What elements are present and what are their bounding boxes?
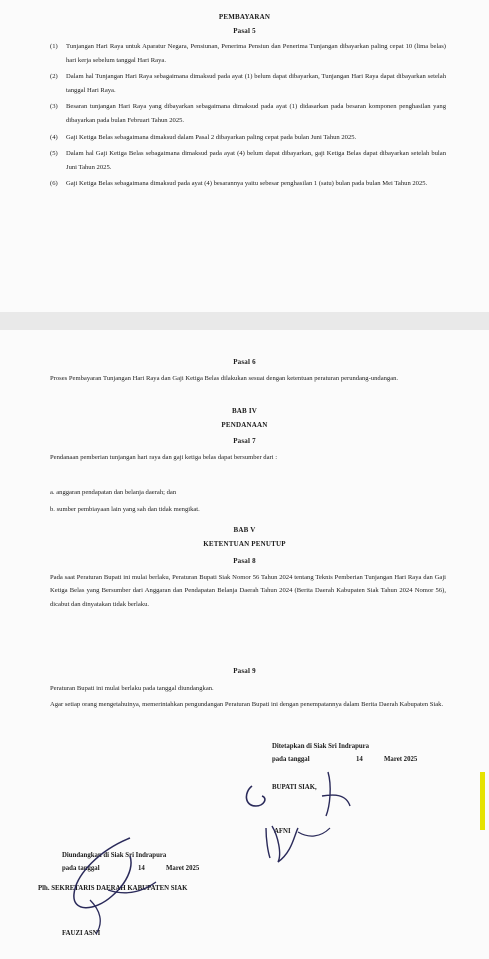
bupati-signature [238, 766, 358, 866]
ayat-text: Tunjangan Hari Raya untuk Aparatur Negara, Pensiunan, Penerima Pensiun dan Penerima Tunjangan dibayarkan paling cepat 10 (lima belas) hari kerja sebelum tanggal Hari Raya. [66, 43, 446, 64]
section-heading-pembayaran: PEMBAYARAN [218, 13, 271, 21]
pasal-9-text-1: Peraturan Bupati ini mulai berlaku pada tanggal diundangkan. [50, 685, 214, 692]
pasal-7-title: Pasal 7 [233, 437, 256, 445]
ayat-number: (3) [50, 103, 58, 111]
ayat-number: (1) [50, 43, 58, 50]
ayat-text: Gaji Ketiga Belas sebagaimana dimaksud pada ayat (4) besarannya yaitu sebesar penghasilan 1 (satu) bulan pada bulan Mei Tahun 2025. [66, 180, 428, 188]
highlight-stamp [480, 772, 485, 830]
pasal-5-ayat [50, 40, 446, 67]
ayat-number: (2) [50, 73, 58, 81]
pasal-7-intro: Pendanaan pemberian tunjangan hari raya dan gaji ketiga belas dapat bersumber dari : [50, 454, 278, 461]
pasal-5-ayat [50, 147, 446, 174]
ayat-number: (6) [50, 180, 58, 188]
ditetapkan-date [272, 754, 436, 766]
ayat-number: (4) [50, 133, 58, 141]
diundangkan-date-label: pada tanggal [62, 865, 100, 872]
document-page-1 [0, 0, 489, 312]
sekda-signature [60, 830, 170, 940]
document-page-2 [0, 330, 489, 959]
pasal-5-title: Pasal 5 [233, 27, 256, 35]
diundangkan-day: 14 [138, 865, 145, 872]
ayat-text: Dalam hal Tunjangan Hari Raya sebagaimana dimaksud pada ayat (1) belum dapat dibayarkan, Tunjangan Hari Raya dapat dibayarkan setelah tanggal Hari Raya. [66, 73, 446, 94]
ditetapkan-date-label: pada tanggal [272, 756, 310, 763]
pasal-9-title: Pasal 9 [233, 667, 256, 675]
pasal-8-title: Pasal 8 [233, 557, 256, 565]
ayat-text: Besaran tunjangan Hari Raya yang dibayarkan sebagaimana dimaksud pada ayat (1) didasarkan pada besaran komponen penghasilan yang dibayarkan pada bulan Februari Tahun 2025. [66, 103, 446, 124]
bab-4-subtitle: PENDANAAN [221, 421, 268, 429]
diundangkan-office: Plh. SEKRETARIS DAERAH KABUPATEN SIAK [38, 885, 188, 892]
ditetapkan-name: AFNI [274, 828, 291, 835]
ayat-number: (5) [50, 150, 58, 158]
ditetapkan-office: BUPATI SIAK, [272, 784, 317, 791]
pasal-6-text: Proses Pembayaran Tunjangan Hari Raya dan Gaji Ketiga Belas dilakukan sesuai dengan ketentuan peraturan perundang-undangan. [50, 375, 399, 382]
pasal-5-ayat [50, 177, 446, 191]
pasal-5-ayat [50, 70, 446, 97]
pasal-9-text-2: Agar setiap orang mengetahuinya, memerintahkan pengundangan Peraturan Bupati ini dengan penempatannya dalam Berita Daerah Kabupaten Siak. [50, 701, 444, 708]
pasal-7-item-b: b. sumber pembiayaan lain yang sah dan tidak mengikat. [50, 506, 200, 513]
page-gap [0, 312, 489, 330]
bab-5-subtitle: KETENTUAN PENUTUP [203, 540, 286, 548]
pasal-6-title: Pasal 6 [233, 358, 256, 366]
ditetapkan-month-year: Maret 2025 [384, 756, 418, 763]
ayat-text: Dalam hal Gaji Ketiga Belas sebagaimana dimaksud pada ayat (4) belum dapat dibayarkan, gaji Ketiga Belas dapat dibayarkan setelah bulan Juni Tahun 2025. [66, 150, 446, 171]
pasal-5-list [50, 40, 446, 194]
bab-5-title: BAB V [233, 526, 256, 534]
ditetapkan-day: 14 [356, 756, 363, 763]
pasal-7-item-a: a. anggaran pendapatan dan belanja daerah; dan [50, 489, 177, 496]
ayat-text: Gaji Ketiga Belas sebagaimana dimaksud dalam Pasal 2 dibayarkan paling cepat pada bulan Juni Tahun 2025. [66, 133, 357, 141]
pasal-5-ayat [50, 131, 446, 145]
bab-4-title: BAB IV [231, 407, 258, 415]
diundangkan-place: Diundangkan di Siak Sri Indrapura [62, 852, 167, 859]
diundangkan-name: FAUZI ASNI [62, 930, 101, 937]
diundangkan-month-year: Maret 2025 [166, 865, 200, 872]
ditetapkan-place: Ditetapkan di Siak Sri Indrapura [272, 743, 370, 750]
pasal-5-ayat [50, 100, 446, 127]
pasal-8-text: Pada saat Peraturan Bupati ini mulai berlaku, Peraturan Bupati Siak Nomor 56 Tahun 2024 tentang Teknis Pemberian Tunjangan Hari Raya dan Gaji Ketiga Belas yang Bersumber dari Anggaran dan Pendapatan Belanja Daerah Tahun 2024 (Berita Daerah Kabupaten Siak Tahun 2024 Nomor 56), dicabut dan dinyatakan tidak berlaku. [50, 574, 446, 608]
